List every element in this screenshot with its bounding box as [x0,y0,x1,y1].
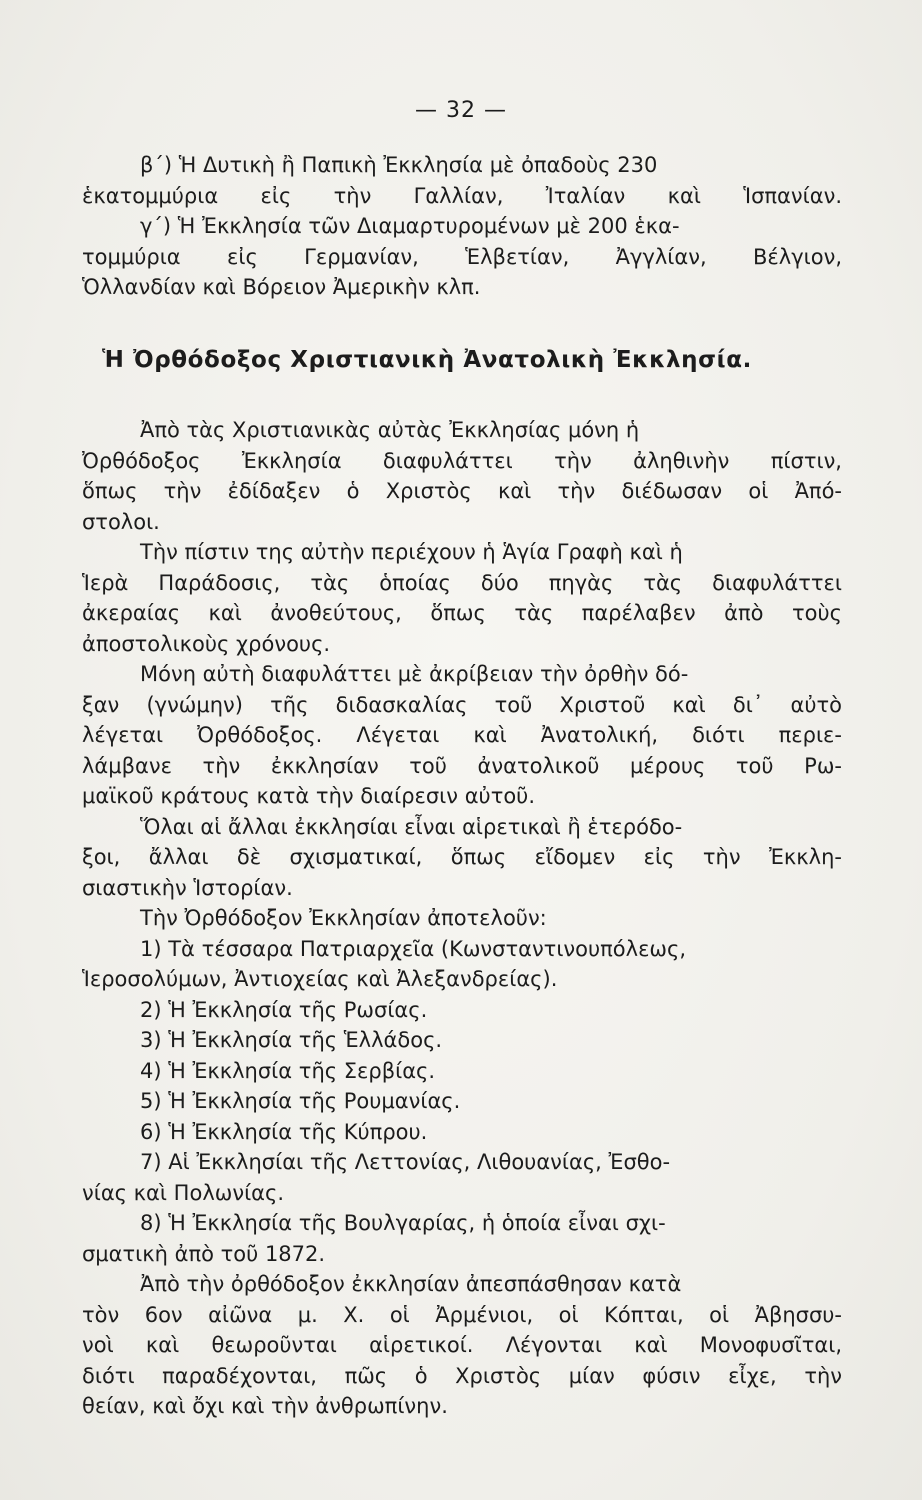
text-line: ὅπως τὴν ἐδίδαξεν ὁ Χριστὸς καὶ τὴν διέδωσαν οἱ Ἀπό- [82,479,842,503]
text-line: γ΄) Ἡ Ἐκκλησία τῶν Διαμαρτυρομένων μὲ 200 ἑκα- [140,214,680,238]
text-line: σιαστικὴν Ἱστορίαν. [82,875,293,900]
text-line: λέγεται Ὀρθόδοξος. Λέγεται καὶ Ἀνατολική, διότι περιε- [82,723,842,747]
text-line: β΄) Ἡ Δυτικὴ ἢ Παπικὴ Ἐκκλησία μὲ ὀπαδοὺς 230 [140,153,658,177]
list-item: 1) Τὰ τέσσαρα Πατριαρχεῖα (Κωνσταντινουπόλεως, [140,936,687,961]
text-line: σματικὴ ἀπὸ τοῦ 1872. [82,1241,326,1266]
text-line: ξαν (γνώμην) τῆς διδασκαλίας τοῦ Χριστοῦ καὶ δι᾽ αὐτὸ [82,692,842,717]
text-line: λάμβανε τὴν ἐκκλησίαν τοῦ ἀνατολικοῦ μέρους τοῦ Ρω- [82,753,842,778]
list-item: 4) Ἡ Ἐκκλησία τῆς Σερβίας. [140,1058,436,1083]
text-line: Τὴν Ὀρθόδοξον Ἐκκλησίαν ἀποτελοῦν: [140,906,547,930]
text-line: νοὶ καὶ θεωροῦνται αἱρετικοί. Λέγονται καὶ Μονοφυσῖται, [82,1333,842,1357]
text-line: Ἱεροσολύμων, Ἀντιοχείας καὶ Ἀλεξανδρείας). [82,967,558,991]
list-item: 3) Ἡ Ἐκκλησία τῆς Ἑλλάδος. [140,1028,443,1052]
text-line: τὸν 6ον αἰῶνα μ. Χ. οἱ Ἀρμένιοι, οἱ Κόπται, οἱ Ἀβησσυ- [82,1302,842,1327]
text-line: ξοι, ἄλλαι δὲ σχισματικαί, ὅπως εἴδομεν εἰς τὴν Ἐκκλη- [82,845,842,869]
list-item: 7) Αἱ Ἐκκλησίαι τῆς Λεττονίας, Λιθουανίας, Ἐσθο- [140,1150,671,1174]
text-line: ἑκατομμύρια εἰς τὴν Γαλλίαν, Ἰταλίαν καὶ Ἱσπανίαν. [82,183,842,208]
text-line: Τὴν πίστιν της αὐτὴν περιέχουν ἡ Ἁγία Γραφὴ καὶ ἡ [140,540,683,564]
text-line: Ὅλαι αἱ ἄλλαι ἐκκλησίαι εἶναι αἱρετικαὶ ἢ ἑτερόδο- [140,814,683,839]
text-line: τομμύρια εἰς Γερμανίαν, Ἑλβετίαν, Ἀγγλίαν, Βέλγιον, [82,244,842,269]
text-line: μαϊκοῦ κράτους κατὰ τὴν διαίρεσιν αὐτοῦ. [82,784,536,808]
page-number: — 32 — [415,98,507,123]
text-line: νίας καὶ Πολωνίας. [82,1180,285,1205]
text-line: ἀποστολικοὺς χρόνους. [82,631,331,656]
text-line: ἀκεραίας καὶ ἀνοθεύτους, ὅπως τὰς παρέλαβεν ἀπὸ τοὺς [82,601,842,625]
list-item: 8) Ἡ Ἐκκλησία τῆς Βουλγαρίας, ἡ ὁποία εἶναι σχι- [140,1211,666,1235]
text-line: Μόνη αὐτὴ διαφυλάττει μὲ ἀκρίβειαν τὴν ὀρθὴν δό- [140,662,689,686]
list-item: 5) Ἡ Ἐκκλησία τῆς Ρουμανίας. [140,1089,461,1113]
text-line: θείαν, καὶ ὄχι καὶ τὴν ἀνθρωπίνην. [82,1394,448,1418]
list-item: 2) Ἡ Ἐκκλησία τῆς Ρωσίας. [140,997,428,1022]
list-item: 6) Ἡ Ἐκκλησία τῆς Κύπρου. [140,1119,428,1144]
text-line: Ἀπὸ τὰς Χριστιανικὰς αὐτὰς Ἐκκλησίας μόνη ἡ [140,418,640,442]
text-block [82,150,842,1422]
section-heading: Ἡ Ὀρθόδοξος Χριστιανικὴ Ἀνατολικὴ Ἐκκλησία. [102,346,752,373]
text-line: Ὁλλανδίαν καὶ Βόρειον Ἀμερικὴν κλπ. [82,275,481,299]
text-line: Ὀρθόδοξος Ἐκκλησία διαφυλάττει τὴν ἀληθινὴν πίστιν, [82,448,842,473]
text-line: Ἱερὰ Παράδοσις, τὰς ὁποίας δύο πηγὰς τὰς διαφυλάττει [82,570,842,595]
text-line: διότι παραδέχονται, πῶς ὁ Χριστὸς μίαν φύσιν εἶχε, τὴν [82,1363,842,1388]
text-line: Ἀπὸ τὴν ὀρθόδοξον ἐκκλησίαν ἀπεσπάσθησαν κατὰ [140,1272,682,1296]
text-line: στολοι. [82,509,160,534]
